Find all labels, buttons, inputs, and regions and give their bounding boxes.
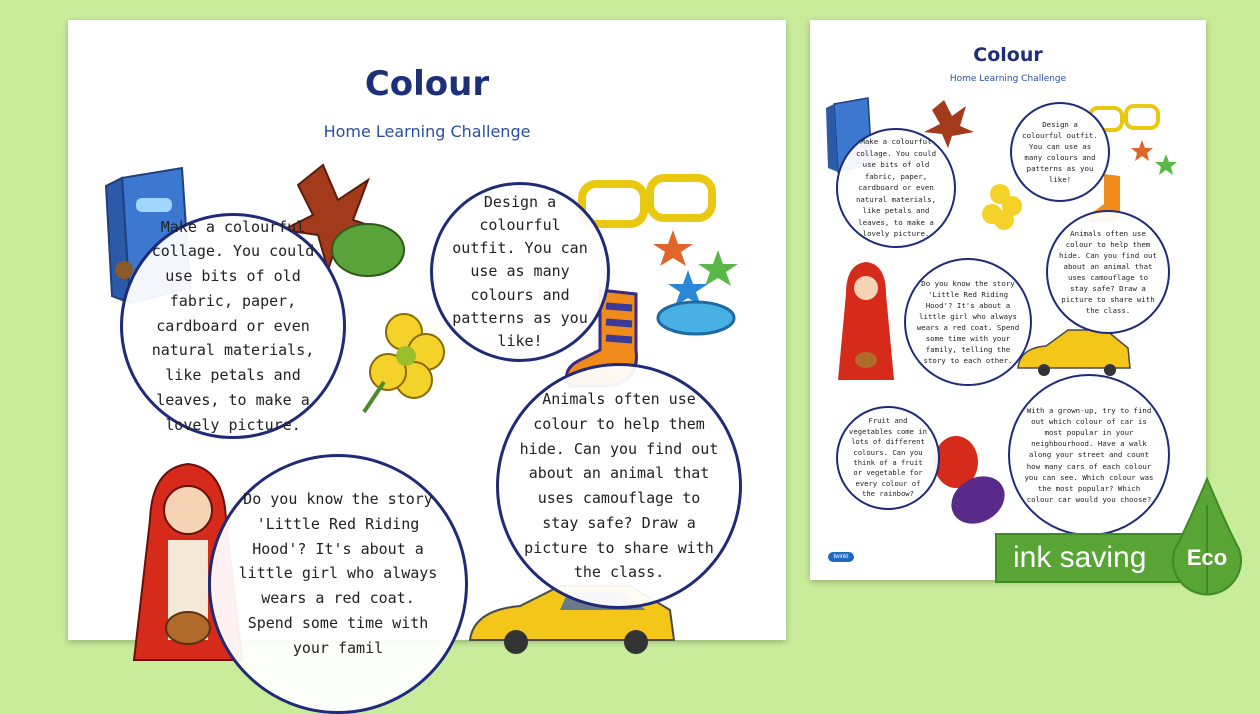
challenge-circle-fruit-small	[836, 406, 940, 510]
challenge-circle-collage-small	[836, 128, 956, 248]
challenge-text-outfit: Design a colourful outfit. You can use as many colours and patterns as you like!	[452, 192, 588, 351]
challenge-circle-outfit	[430, 182, 610, 362]
eco-drop-icon	[1167, 477, 1247, 597]
flower-illustration-small	[978, 180, 1028, 240]
page-title-small: Colour	[973, 44, 1043, 66]
challenge-text-red-riding-hood-small: Do you know the story 'Little Red Riding Hood'? It's about a little girl who always wears a red coat. Spend some time with your family, telling the story to each other.	[916, 278, 1020, 366]
challenge-text-red-riding-hood: Do you know the story 'Little Red Riding Hood'? It's about a little girl who always wears a red coat. Spend some time with your famil	[238, 490, 438, 657]
red-riding-hood-illustration-small	[836, 260, 896, 380]
ink-saving-label: ink saving	[995, 533, 1185, 583]
challenge-text-outfit-small: Design a colourful outfit. You can use as many colours and patterns as you like!	[1022, 119, 1098, 185]
page-title: Colour	[364, 64, 490, 104]
page-subtitle: Home Learning Challenge	[323, 122, 531, 141]
challenge-circle-red-riding-hood	[208, 454, 468, 714]
challenge-circle-red-riding-hood-small	[904, 258, 1032, 386]
challenge-text-collage-small: Make a colourful collage. You could use bits of old fabric, paper, cardboard or even natural materials, like petals and leaves, to make a lovely picture.	[855, 137, 937, 239]
page-subtitle-small: Home Learning Challenge	[949, 74, 1067, 84]
challenge-text-animals-small: Animals often use colour to help them hide. Can you find out about an animal that uses camouflage to stay safe? Draw a picture to share with the class.	[1059, 228, 1157, 316]
challenge-text-fruit-small: Fruit and vegetables come in lots of different colours. Can you think of a fruit or vegetable for every colour of the rainbow?	[849, 416, 927, 499]
challenge-text-collage: Make a colourful collage. You could use bits of old fabric, paper, cardboard or even natural materials, like petals and leaves, to make a lovely picture.	[151, 217, 315, 434]
twinkl-logo: twinkl	[828, 552, 854, 562]
worksheet-small-preview	[810, 20, 1206, 580]
challenge-circle-animals-small	[1046, 210, 1170, 334]
flower-illustration	[364, 312, 454, 422]
vegetables-illustration-small	[928, 430, 1008, 530]
challenge-text-animals: Animals often use colour to help them hide. Can you find out about an animal that uses camouflage to stay safe? Draw a picture to share with the class.	[519, 390, 719, 582]
ink-saving-badge	[995, 525, 1235, 587]
challenge-circle-collage	[120, 213, 346, 439]
eco-label: Eco	[1186, 545, 1228, 570]
taxi-illustration-small	[1014, 326, 1134, 376]
challenge-circle-outfit-small	[1010, 102, 1110, 202]
challenge-text-car-small: With a grown-up, try to find out which colour of car is most popular in your neighbourhood. Have a walk along your street and count how many cars of each colour you can see. Which colour was the most popular? Which colour car would you choose?	[1024, 406, 1154, 504]
challenge-circle-car-small	[1008, 374, 1170, 536]
challenge-circle-animals	[496, 363, 742, 609]
worksheet-large-preview	[68, 20, 786, 657]
